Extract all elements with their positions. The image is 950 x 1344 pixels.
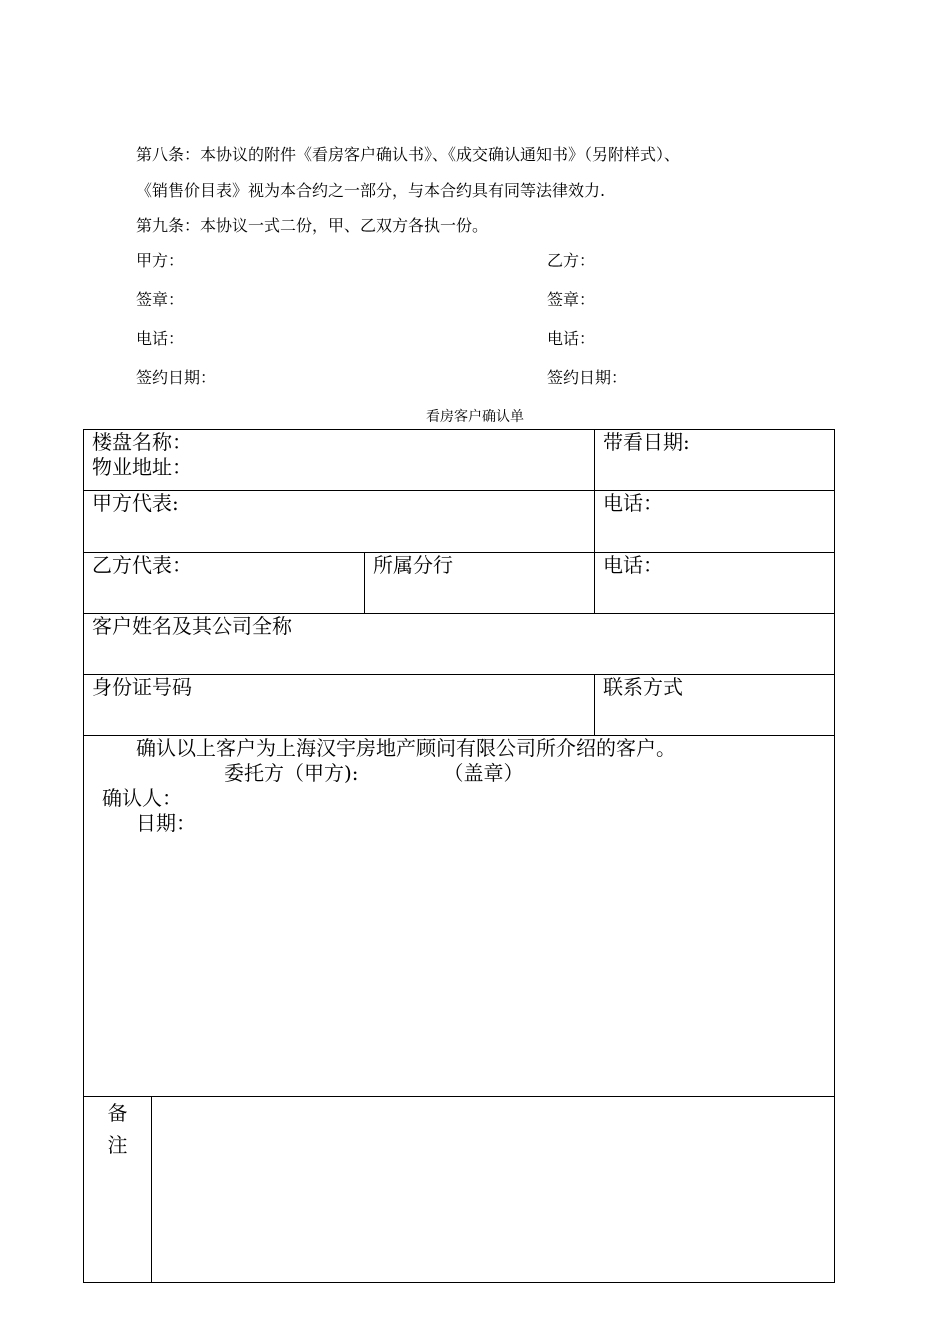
principal-line [92,761,826,786]
party-b-seal-label: 签章： [547,290,596,309]
form-title: 看房客户确认单 [426,409,524,425]
client-name-cell [84,614,835,675]
party-b-label: 乙方： [547,251,596,270]
branch-label: 所属分行 [373,553,453,577]
id-number-label: 身份证号码 [92,675,192,699]
party-a-label: 甲方： [136,251,185,270]
viewing-date-label: 带看日期: [603,430,690,454]
seal-label: （盖章） [443,761,524,785]
party-a-phone-cell [595,491,835,553]
viewing-confirmation-form [83,429,835,1283]
party-b-date-label: 签约日期： [547,368,628,387]
party-a-phone-label: 电话： [603,491,663,515]
viewing-date-cell [595,430,835,491]
party-b-phone-label: 电话： [603,553,663,577]
principal-label: 委托方（甲方): [224,761,359,785]
contact-label: 联系方式 [603,675,683,699]
confirmer-label: 确认人： [102,786,182,810]
article-8-line-2: 《销售价目表》视为本合约之一部分，与本合约具有同等法律效力. [136,181,606,200]
party-b-rep-cell [84,553,365,614]
confirmation-cell [84,736,835,1097]
id-number-cell [84,675,595,736]
party-b-rep-label: 乙方代表： [92,553,192,577]
contact-cell [595,675,835,736]
article-9: 第九条：本协议一式二份，甲、乙双方各执一份。 [136,216,489,235]
property-cell [84,430,595,491]
party-a-seal-label: 签章： [136,290,185,309]
party-a-rep-cell [84,491,595,553]
branch-cell [365,553,595,614]
party-a-rep-label: 甲方代表: [92,491,179,515]
confirm-date-label: 日期： [136,811,196,835]
article-8-line-1: 第八条：本协议的附件《看房客户确认书》、《成交确认通知书》（另附样式）、 [136,145,681,164]
remarks-content-cell[interactable] [152,1097,835,1283]
confirmation-text: 确认以上客户为上海汉宇房地产顾问有限公司所介绍的客户。 [136,736,676,760]
remarks-char-2: 注 [107,1133,128,1157]
property-address-label: 物业地址： [92,455,192,479]
party-a-phone-label: 电话： [136,329,185,348]
remarks-char-1: 备 [107,1101,128,1125]
client-name-label: 客户姓名及其公司全称 [92,614,292,638]
property-name-label: 楼盘名称： [92,430,192,454]
party-b-phone-cell [595,553,835,614]
party-a-date-label: 签约日期： [136,368,217,387]
remarks-label-cell [84,1097,152,1283]
party-b-phone-label: 电话： [547,329,596,348]
